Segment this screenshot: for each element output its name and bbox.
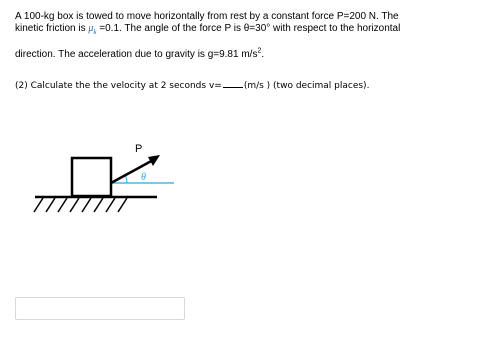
force-arrow-shaft [111,159,155,183]
gravity-period: . [261,49,265,60]
mu-letter: μ [88,23,94,34]
gravity-text: direction. The acceleration due to gravity is g=9.81 m/s [15,49,258,60]
question-prefix: (2) Calculate the the velocity at 2 seconds v= [15,81,222,91]
ground-hatching [34,198,127,212]
angle-label: θ [141,172,146,183]
gravity-exponent: 2 [257,47,262,55]
mu-subscript: k [93,28,97,36]
angle-text: =0.1. The angle of the force P is θ=30° with respect to the horizontal [96,23,401,34]
box [72,158,111,196]
question-suffix: (m/s ) (two decimal places). [243,81,370,91]
force-label: P [135,143,143,155]
problem-line-1: A 100-kg box is towed to move horizontally from rest by a constant force P=200 N. The [15,11,399,22]
friction-text: kinetic friction is [15,23,89,34]
answer-input[interactable] [15,297,185,320]
